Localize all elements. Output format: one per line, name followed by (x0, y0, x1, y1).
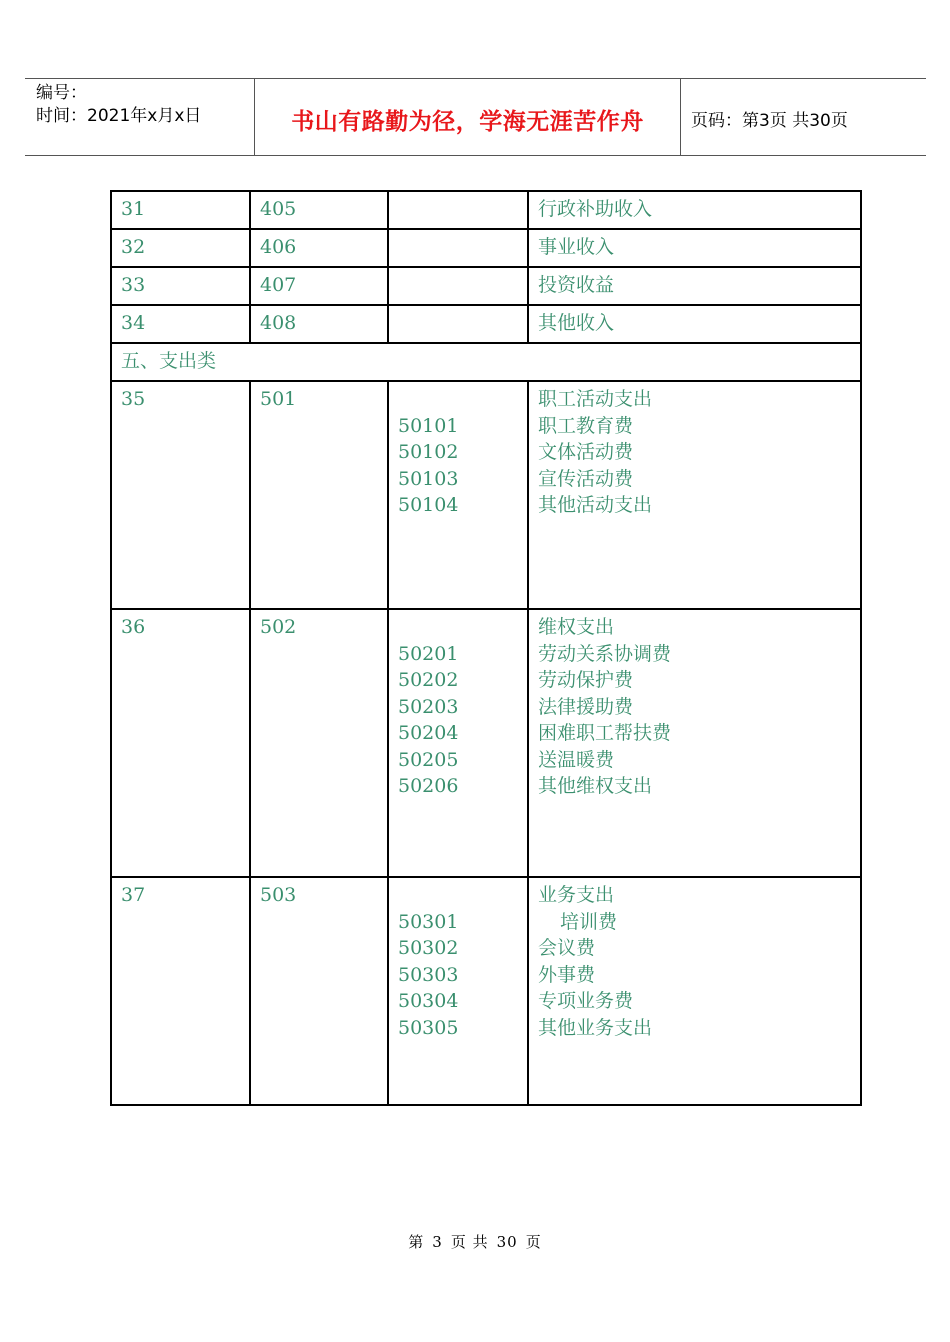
row-code: 408 (250, 305, 388, 343)
subcode: 50302 (398, 937, 459, 959)
table-row (111, 229, 861, 267)
row-name: 投资收益 (528, 267, 861, 305)
row-subcodes (388, 609, 528, 877)
header-motto: 书山有路勤为径，学海无涯苦作舟 (291, 109, 644, 135)
footer-mid: 页 共 (450, 1233, 489, 1251)
table-row (111, 381, 861, 609)
row-names (528, 609, 861, 877)
table-row (111, 267, 861, 305)
subname: 其他活动支出 (538, 494, 653, 516)
row-number: 37 (111, 877, 250, 1105)
subname: 其他维权支出 (538, 775, 653, 797)
account-table (110, 190, 862, 1106)
subcode: 50103 (398, 467, 459, 490)
page-footer (0, 1231, 950, 1252)
section-row (111, 343, 861, 381)
row-code: 502 (250, 609, 388, 877)
subcode: 50304 (398, 990, 459, 1012)
section-title: 五、支出类 (111, 343, 861, 381)
row-number: 33 (111, 267, 250, 305)
subname: 会议费 (538, 937, 596, 959)
subname: 法律援助费 (538, 695, 634, 718)
row-code: 501 (250, 381, 388, 609)
row-names (528, 381, 861, 609)
subname: 外事费 (538, 963, 596, 986)
subname: 送温暖费 (538, 748, 615, 771)
subcode: 50203 (398, 695, 459, 718)
row-number: 35 (111, 381, 250, 609)
subcode: 50201 (398, 642, 459, 665)
subname: 文体活动费 (538, 441, 634, 463)
row-name: 事业收入 (528, 229, 861, 267)
footer-suffix: 页 (525, 1233, 542, 1251)
header-page-info: 页码：第3页 共30页 (691, 111, 848, 131)
subname: 宣传活动费 (538, 467, 634, 490)
row-name: 其他收入 (528, 305, 861, 343)
subcode: 50305 (398, 1016, 459, 1039)
subcode: 50301 (398, 910, 459, 933)
subname: 劳动关系协调费 (538, 642, 672, 665)
subcode: 50104 (398, 494, 459, 516)
subname: 专项业务费 (538, 990, 634, 1012)
subcode: 50303 (398, 963, 459, 986)
header-meta (36, 82, 201, 128)
subcode: 50102 (398, 441, 459, 463)
subcode: 50206 (398, 775, 459, 797)
subname: 培训费 (560, 910, 618, 933)
footer-prefix: 第 (408, 1233, 425, 1251)
group-name: 业务支出 (538, 884, 615, 906)
row-number: 32 (111, 229, 250, 267)
header-number-label: 编号： (36, 83, 87, 103)
header-divider-right (680, 78, 681, 155)
header-top-rule (25, 78, 926, 79)
subcode: 50205 (398, 748, 459, 771)
footer-current-page: 3 (432, 1233, 443, 1251)
row-code: 503 (250, 877, 388, 1105)
row-number: 34 (111, 305, 250, 343)
subname: 劳动保护费 (538, 669, 634, 691)
group-name: 职工活动支出 (538, 388, 653, 410)
header-bottom-rule (25, 155, 926, 156)
group-name: 维权支出 (538, 616, 615, 638)
footer-total-pages: 30 (496, 1233, 518, 1251)
table-row (111, 305, 861, 343)
row-number: 31 (111, 191, 250, 229)
row-subcodes (388, 877, 528, 1105)
row-subcodes (388, 381, 528, 609)
row-subcode (388, 267, 528, 305)
subcode: 50204 (398, 722, 459, 744)
row-name: 行政补助收入 (528, 191, 861, 229)
row-code: 405 (250, 191, 388, 229)
subcode: 50202 (398, 669, 459, 691)
row-subcode (388, 191, 528, 229)
row-code: 406 (250, 229, 388, 267)
row-names (528, 877, 861, 1105)
table-row (111, 877, 861, 1105)
subname: 困难职工帮扶费 (538, 722, 672, 744)
row-subcode (388, 229, 528, 267)
subcode: 50101 (398, 414, 459, 437)
header-time-label: 时间：2021年x月x日 (36, 106, 202, 126)
subname: 其他业务支出 (538, 1016, 653, 1039)
subname: 职工教育费 (538, 414, 634, 437)
row-number: 36 (111, 609, 250, 877)
row-code: 407 (250, 267, 388, 305)
table-row (111, 609, 861, 877)
table-row (111, 191, 861, 229)
row-subcode (388, 305, 528, 343)
